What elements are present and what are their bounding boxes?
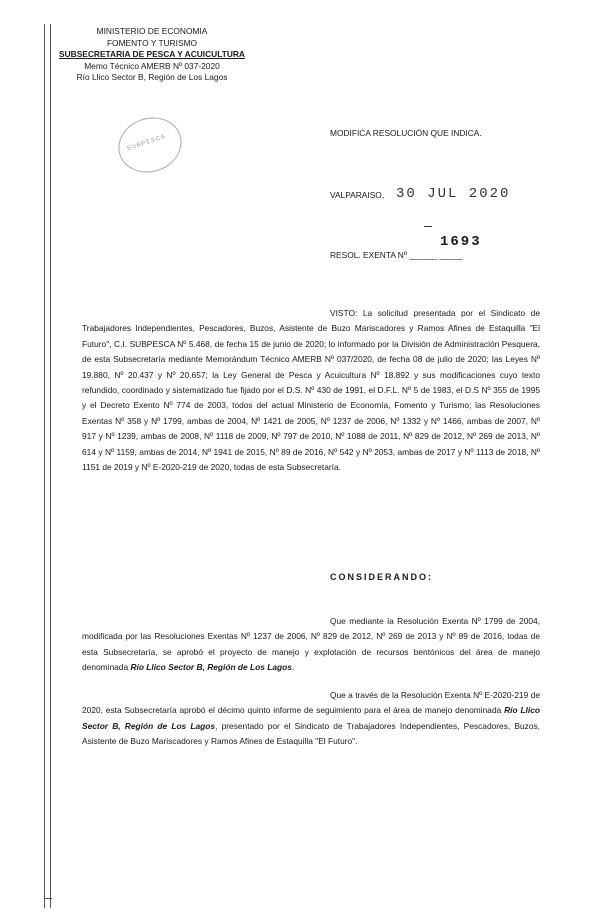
resolution-label: RESOL. EXENTA Nº ______ _____ — [330, 250, 463, 260]
page-left-edge-line — [44, 24, 45, 908]
letterhead-ministry-sub: FOMENTO Y TURISMO — [106, 37, 198, 48]
considerando-1-text: Que mediante la Resolución Exenta Nº 1799 de 2004, modificada por las Resoluciones Exentas Nº 1237 de 2006, Nº 829 de 2012, Nº 269 de 2013 y Nº 89 de 2016, todas de esta Subsecretaría, se aprobó el proyecto de manejo y explotación de recursos bentónicos del área de manejo denominada — [82, 616, 540, 673]
office-stamp-text: SUBPESCA — [126, 133, 167, 153]
resolution-number: 1693 — [440, 234, 482, 250]
date-stamp: 30 JUL 2020 — [396, 186, 511, 202]
letterhead-subsecretaria: SUBSECRETARIA DE PESCA Y ACUICULTURA — [59, 49, 245, 60]
place-label: VALPARAISO, — [330, 190, 385, 200]
letterhead — [52, 26, 252, 84]
letterhead-memo: Memo Técnico AMERB Nº 037-2020 — [84, 60, 220, 71]
considerando-2-text: Que a través de la Resolución Exenta Nº E-2020-219 de 2020, esta Subsecretaría aprobó el décimo quinto informe de seguimiento para el área de manejo denominada — [82, 690, 540, 716]
page-left-edge-line-inner — [50, 24, 51, 908]
considerando-paragraph-2 — [82, 688, 540, 750]
considerando-paragraph-1 — [82, 614, 540, 676]
considerando-2-end: , presentado por el Sindicato de Trabajadores Independientes, Pescadores, Buzos, Asistente de Buzo Mariscadores y Ramos Afines de Estaquilla "El Futuro". — [82, 720, 541, 747]
considerando-heading: CONSIDERANDO: — [330, 572, 434, 582]
office-stamp — [111, 109, 189, 180]
considerando-1-end: . — [291, 662, 295, 673]
considerando-2-area: Río Llico Sector B, Región de Los Lagos — [82, 705, 540, 731]
letterhead-area: Río Llico Sector B, Región de Los Lagos — [76, 72, 228, 83]
letterhead-ministry: MINISTERIO DE ECONOMIA — [96, 26, 208, 36]
visto-paragraph: VISTO: La solicitud presentada por el Sindicato de Trabajadores Independientes, Pescadores, Buzos, Asistente de Buzo Mariscadores y Ramos Afines de Estaquilla "El Futuro", C.I. SUBPESCA Nº 5.468, de fecha 15 de junio de 2020; lo informado por la División de Administración Pesquera, de esta Subsecretaría mediante Memorándum Técnico AMERB Nº 037/2020, de fecha 08 de julio de 2020; las Leyes Nº 19.880, Nº 20.437 y Nº 20.657; la Ley General de Pesca y Acuicultura Nº 18.892 y sus modificaciones cuyo texto refundido, coordinado y sistematizado fue fijado por el D.S. Nº 430 de 1991, el D.F.L. Nº 5 de 1983, el D.S Nº 355 de 1995 y el Decreto Exento Nº 774 de 2003, todos del actual Ministerio de Economía, Fomento y Turismo; las Resoluciones Exentas Nº 358 y Nº 1799, ambas de 2004, Nº 1421 de 2005, Nº 1237 de 2006, Nº 1332 y Nº 1466, ambas de 2007, Nº 917 y Nº 1239, ambas de 2008, Nº 1118 de 2009, Nº 797 de 2010, Nº 1088 de 2011, Nº 829 de 2012, Nº 269 de 2013, Nº 614 y Nº 1159, ambas de 2014, Nº 1941 de 2015, Nº 89 de 2016, Nº 542 y Nº 2053, ambas de 2017 y Nº 1113 de 2018, Nº 1151 de 2019 y Nº E-2020-219 de 2020, todas de esta Subsecretaría. — [82, 308, 540, 473]
document-reference: MODIFICA RESOLUCIÓN QUE INDICA. — [330, 128, 482, 138]
considerando-1-area: Río Llico Sector B, Región de Los Lagos — [130, 662, 292, 673]
resolution-number-dash — [424, 226, 432, 227]
bottom-margin-mark — [44, 898, 52, 899]
